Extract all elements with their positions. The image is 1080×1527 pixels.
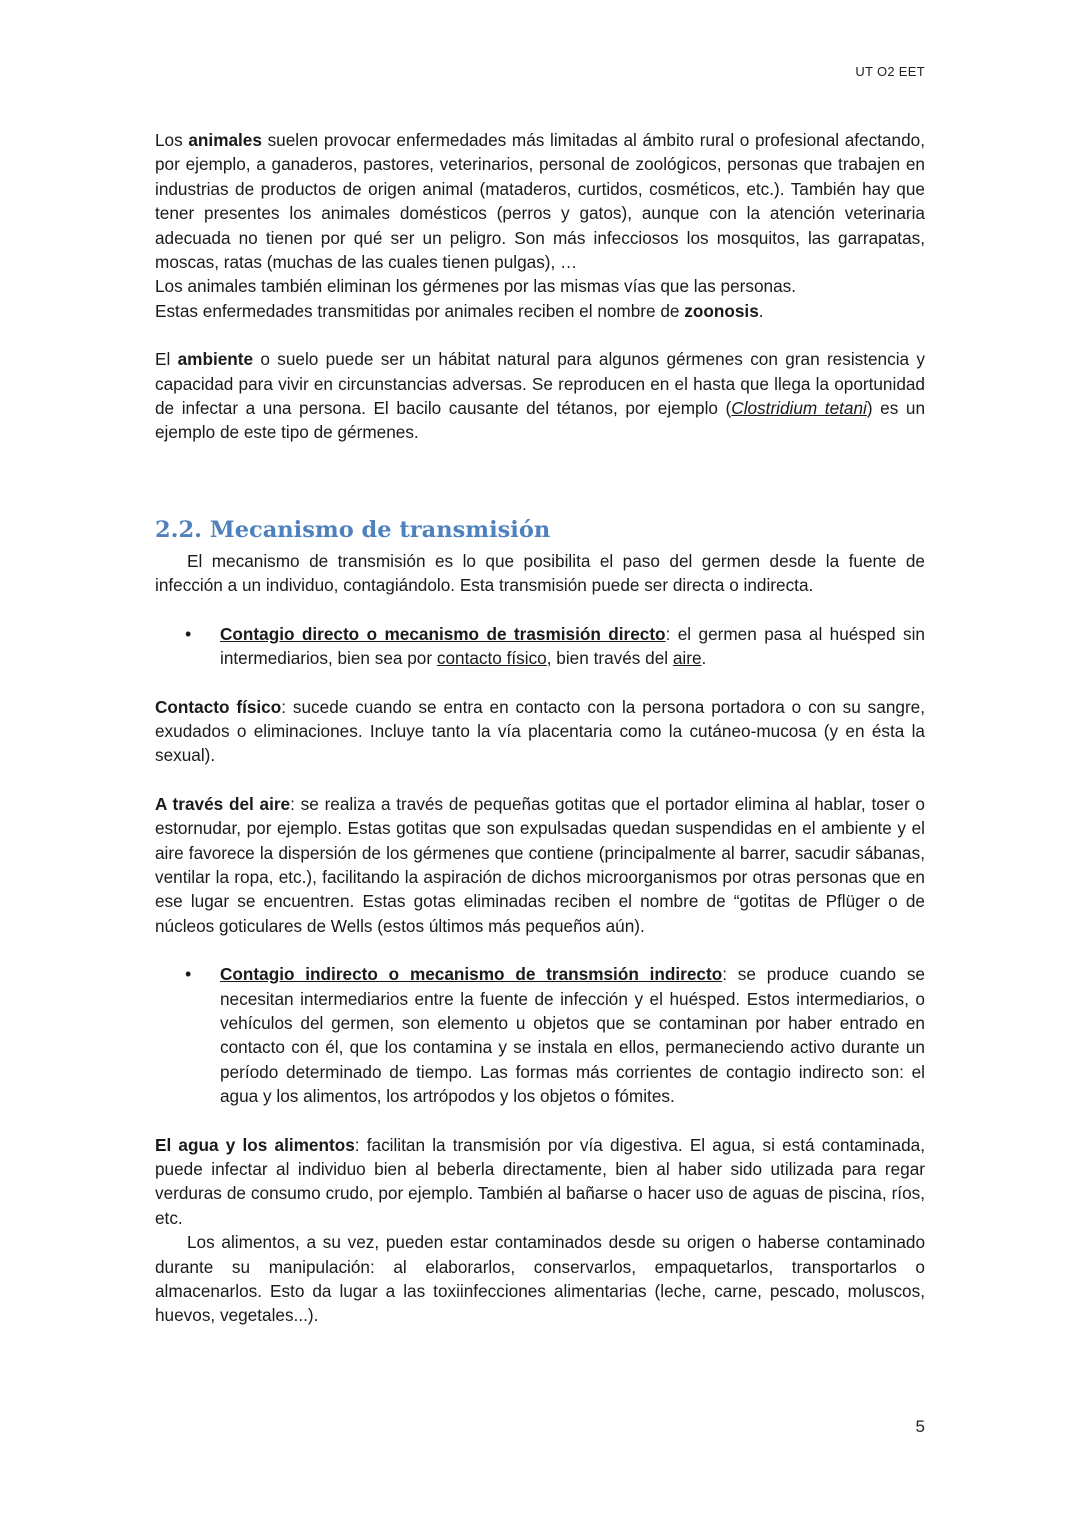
term-ambiente: ambiente — [177, 349, 254, 370]
text-lead: Los — [155, 130, 189, 150]
paragraph-animales — [155, 128, 925, 274]
text-agua: : facilitan la transmisión por vía digestiva. El agua, si está contaminada, puede infectar al individuo bien al beberla directamente, bien al haber sido utilizada para regar verduras de consumo crudo, por ejemplo. También al bañarse o hacer uso de aguas de piscina, ríos, etc. — [155, 1134, 925, 1228]
bullet-title-directo: Contagio directo o mecanismo de trasmisión directo — [220, 623, 666, 644]
spacer — [155, 323, 925, 347]
section-title: 2.2. Mecanismo de transmisión — [155, 516, 551, 543]
term-contacto: Contacto físico — [155, 696, 282, 717]
paragraph-agua — [155, 1133, 925, 1231]
term-agua: El agua y los alimentos — [155, 1134, 355, 1155]
text-contacto: : sucede cuando se entra en contacto con la persona portadora o con su sangre, exudados o eliminaciones. Incluye tanto la vía placentaria como la cutáneo-mucosa (y en ésta la sexual). — [155, 696, 926, 766]
text-zoonosis: Estas enfermedades transmitidas por animales reciben el nombre de — [155, 300, 685, 321]
spacer — [155, 598, 925, 622]
paragraph-aire — [155, 792, 925, 938]
text-aire: : se realiza a través de pequeñas gotitas que el portador elimina al hablar, toser o estornudar, por ejemplo. Estas gotitas que son expulsadas quedan suspendidas en el ambiente y el aire favorece la dispersión de los gérmenes que contiene (principalmente al barrer, sacudir sábanas, ventilar la ropa, etc.), facilitando la aspiración de dichos microorganismos por otras personas que en ese lugar se encuentren. Estas gotas eliminadas reciben el nombre de “gotitas de Pflüger o de núcleos goticulares de Wells (estos últimos más pequeños aún). — [155, 793, 925, 936]
paragraph-ambiente — [155, 347, 925, 445]
bullet-list-directo — [155, 622, 925, 671]
text-end: . — [758, 300, 764, 321]
term-contacto-fisico: contacto físico — [436, 648, 547, 669]
paragraph-alimentos: Los alimentos, a su vez, pueden estar contaminados desde su origen o haberse contaminado durante su manipulación: al elaborarlos, conservarlos, empaquetarlos, transportarlos o almacenarlos. Esto da lugar a las toxiinfecciones alimentarias (leche, carne, pescado, moluscos, huevos, vegetales...). — [155, 1232, 925, 1326]
document-body — [155, 128, 925, 1328]
bullet-list-indirecto — [155, 962, 925, 1108]
species-name: Clostridium tetani — [731, 398, 867, 419]
bullet-text: : se produce cuando se necesitan intermediarios entre la fuente de infección y el huésped. Estos intermediarios, o vehículos del germen, son elemento u objetos que se contaminan por haber entrado en contacto con él, que los contamina y se instala en ellos, permaneciendo activo durante un período determinado de tiempo. Las formas más corrientes de contagio indirecto son: el agua y los alimentos, los artrópodos y los objetos o fómites. — [220, 964, 925, 1107]
spacer — [155, 1109, 925, 1133]
term-animales: animales — [188, 130, 262, 150]
text-lead: El — [155, 349, 178, 370]
bullet-item-directo — [220, 622, 925, 671]
bullet-title-indirecto: Contagio indirecto o mecanismo de transmsión indirecto — [220, 964, 723, 985]
paragraph-mecanismo: El mecanismo de transmisión es lo que posibilita el paso del germen desde la fuente de infección a un individuo, contagiándolo. Esta transmisión puede ser directa o indirecta. — [155, 550, 925, 596]
spacer — [155, 445, 925, 515]
term-aire-bold: A través del aire — [155, 793, 291, 814]
spacer — [155, 938, 925, 962]
text-ambiente: o suelo puede ser un hábitat natural para algunos gérmenes con gran resistencia y capacidad para vivir en circunstancias adversas. Se reproducen en el hasta que llega la oportunidad de infectar a una persona. El bacilo causante del tétanos, por ejemplo ( — [155, 349, 926, 419]
spacer — [155, 671, 925, 695]
paragraph-contacto — [155, 695, 925, 768]
paragraph-zoonosis — [155, 299, 925, 323]
spacer — [155, 768, 925, 792]
paragraph-animales-vias: Los animales también eliminan los gérmenes por las mismas vías que las personas. — [155, 276, 797, 297]
page-number: 5 — [915, 1417, 925, 1436]
text-end: . — [701, 648, 707, 669]
page-header: UT O2 EET — [855, 64, 925, 79]
term-aire: aire — [672, 648, 702, 669]
bullet-text: : el germen pasa al huésped sin intermediarios, bien sea por — [220, 623, 925, 669]
bullet-text-mid: , bien través del — [546, 648, 673, 669]
text-animales: suelen provocar enfermedades más limitadas al ámbito rural o profesional afectando, por ejemplo, a ganaderos, pastores, veterinarios, personal de zoológicos, personas que trabajen en industrias de productos de origen animal (mataderos, curtidos, cosméticos, etc.). También hay que tener presentes los animales domésticos (perros y gatos), aunque con la atención veterinaria adecuada no tienen por qué ser un peligro. Son más infecciosos los mosquitos, las garrapatas, moscas, ratas (muchas de las cuales tienen pulgas), … — [155, 130, 925, 273]
bullet-item-indirecto — [220, 962, 925, 1108]
term-zoonosis: zoonosis — [684, 300, 759, 321]
text-end: ) es un ejemplo de este tipo de gérmenes. — [155, 398, 925, 443]
